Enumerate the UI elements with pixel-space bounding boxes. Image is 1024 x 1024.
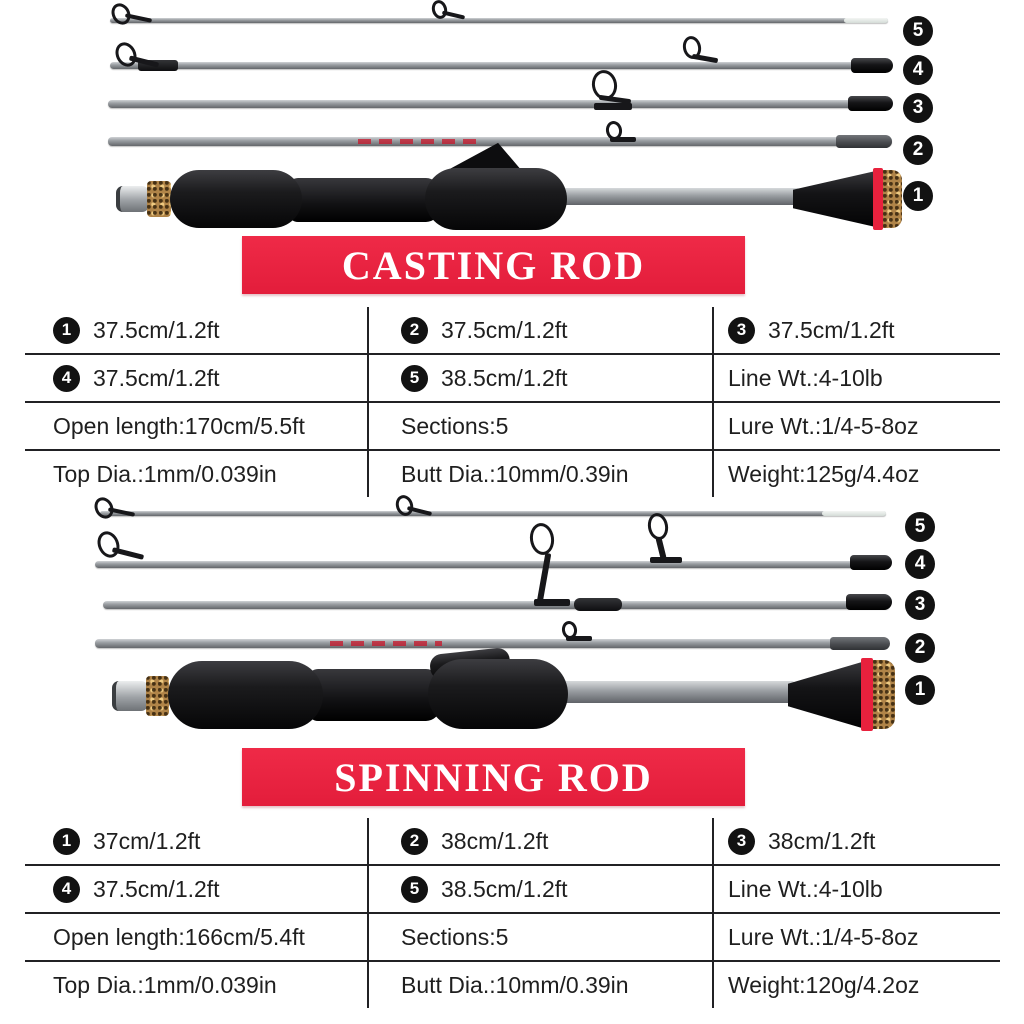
rod-blank [563, 681, 795, 703]
table-row [25, 402, 1000, 450]
section-number-badge-3: 3 [905, 590, 935, 620]
section-number-badge-2: 2 [905, 633, 935, 663]
spec-value: 37.5cm/1.2ft [768, 316, 895, 343]
spec-cell [713, 450, 1000, 497]
section-end-cap [848, 96, 893, 111]
section-number-badge-5: 5 [905, 512, 935, 542]
rod-tip-highlight [844, 18, 888, 23]
spec-cell [368, 450, 713, 497]
spec-cell [25, 450, 368, 497]
spec-cell [25, 307, 368, 354]
section-number-badge-1: 1 [903, 181, 933, 211]
section-number-badge-3: 3 [903, 93, 933, 123]
spec-value: Butt Dia.:10mm/0.39in [401, 971, 629, 998]
spec-cell [713, 354, 1000, 402]
butt-red-ring [861, 658, 873, 731]
cork-ring [147, 181, 171, 217]
cell-number-badge: 2 [401, 828, 428, 855]
spec-cell [368, 865, 713, 913]
cell-number-badge: 1 [53, 828, 80, 855]
spec-value: 37.5cm/1.2ft [93, 316, 220, 343]
casting-rod-banner-label: CASTING ROD [341, 242, 646, 288]
spec-cell [368, 913, 713, 961]
spec-value: Lure Wt.:1/4-5-8oz [728, 412, 919, 439]
spec-value: Top Dia.:1mm/0.039in [53, 460, 277, 487]
spec-cell [368, 307, 713, 354]
cell-number-badge: 4 [53, 876, 80, 903]
spec-value: 38cm/1.2ft [441, 827, 549, 854]
handle-butt-cap [112, 681, 148, 711]
guide-foot-wrap [574, 598, 622, 611]
cell-number-badge: 1 [53, 317, 80, 344]
casting-rod-section-2 [108, 137, 892, 146]
casting-rod-section-3 [108, 100, 890, 108]
spec-cell [713, 961, 1000, 1008]
rod-tip-highlight [822, 511, 886, 516]
section-number-badge-5: 5 [903, 16, 933, 46]
spec-cell [713, 402, 1000, 450]
table-row [25, 913, 1000, 961]
reel-seat [288, 178, 440, 222]
fore-grip [428, 659, 568, 729]
casting-rod-section-4 [110, 62, 890, 69]
rear-grip [170, 170, 302, 228]
spec-value: Open length:166cm/5.4ft [53, 923, 305, 950]
cell-number-badge: 2 [401, 317, 428, 344]
rear-grip-cone [788, 660, 864, 730]
spinning-rod-section-2 [95, 639, 885, 648]
casting-rod-section-5 [110, 18, 888, 23]
spec-cell [713, 865, 1000, 913]
spinning-rod-section-5 [100, 511, 886, 516]
section-end-cap [846, 594, 892, 610]
spec-value: Open length:170cm/5.5ft [53, 412, 305, 439]
section-number-badge-4: 4 [903, 55, 933, 85]
spec-value: Weight:120g/4.2oz [728, 971, 920, 998]
spec-value: 37.5cm/1.2ft [93, 364, 220, 391]
cell-number-badge: 3 [728, 317, 755, 344]
spec-value: 37.5cm/1.2ft [93, 875, 220, 902]
spinning-rod-banner-label: SPINNING ROD [334, 754, 653, 800]
section-end-cap [851, 58, 893, 73]
spinning-rod-banner [242, 748, 745, 806]
casting-rod-photo [0, 0, 1024, 240]
spec-value: 38.5cm/1.2ft [441, 364, 568, 391]
spec-value: Lure Wt.:1/4-5-8oz [728, 923, 919, 950]
spec-cell [25, 818, 368, 865]
table-row [25, 307, 1000, 354]
section-end-cap [830, 637, 890, 650]
section-end-cap [836, 135, 892, 148]
spec-cell [368, 961, 713, 1008]
reel-seat [308, 669, 440, 721]
spec-value: Sections:5 [401, 412, 509, 439]
section-number-badge-4: 4 [905, 549, 935, 579]
rear-grip [168, 661, 323, 729]
spec-value: Weight:125g/4.4oz [728, 460, 920, 487]
section-number-badge-2: 2 [903, 135, 933, 165]
rear-grip-cone [793, 170, 875, 228]
rod-branding-marks [358, 139, 478, 144]
spec-cell [368, 354, 713, 402]
spec-value: Line Wt.:4-10lb [728, 875, 883, 902]
table-row [25, 354, 1000, 402]
spinning-rod-section-4 [95, 561, 890, 568]
spec-cell [25, 913, 368, 961]
cell-number-badge: 4 [53, 365, 80, 392]
handle-butt-cap [116, 186, 149, 212]
spec-cell [25, 402, 368, 450]
cell-number-badge: 3 [728, 828, 755, 855]
casting-spec-table [25, 307, 1000, 497]
spec-value: Top Dia.:1mm/0.039in [53, 971, 277, 998]
spec-cell [713, 913, 1000, 961]
cell-number-badge: 5 [401, 365, 428, 392]
table-row [25, 865, 1000, 913]
cork-butt-cap [873, 660, 895, 729]
cork-ring [146, 676, 169, 716]
spec-cell [25, 354, 368, 402]
table-row [25, 818, 1000, 865]
spec-value: 38.5cm/1.2ft [441, 875, 568, 902]
spinning-rod-photo [0, 495, 1024, 745]
spec-cell [713, 818, 1000, 865]
fore-grip [425, 168, 567, 230]
spec-cell [368, 818, 713, 865]
cork-butt-cap [883, 170, 902, 228]
section-number-badge-1: 1 [905, 675, 935, 705]
spec-cell [713, 307, 1000, 354]
spinning-rod-section-3 [103, 601, 890, 609]
spec-value: 38cm/1.2ft [768, 827, 876, 854]
table-row [25, 961, 1000, 1008]
butt-red-ring [873, 168, 883, 230]
spinning-spec-table [25, 818, 1000, 1008]
spec-value: Line Wt.:4-10lb [728, 364, 883, 391]
spec-cell [368, 402, 713, 450]
spec-value: 37cm/1.2ft [93, 827, 201, 854]
spec-value: Butt Dia.:10mm/0.39in [401, 460, 629, 487]
rod-blank [562, 188, 800, 205]
cell-number-badge: 5 [401, 876, 428, 903]
section-end-cap [850, 555, 892, 570]
casting-rod-banner [242, 236, 745, 294]
spec-value: Sections:5 [401, 923, 509, 950]
table-row [25, 450, 1000, 497]
spec-value: 37.5cm/1.2ft [441, 316, 568, 343]
rod-branding-marks [330, 641, 442, 646]
spec-cell [25, 961, 368, 1008]
spec-cell [25, 865, 368, 913]
